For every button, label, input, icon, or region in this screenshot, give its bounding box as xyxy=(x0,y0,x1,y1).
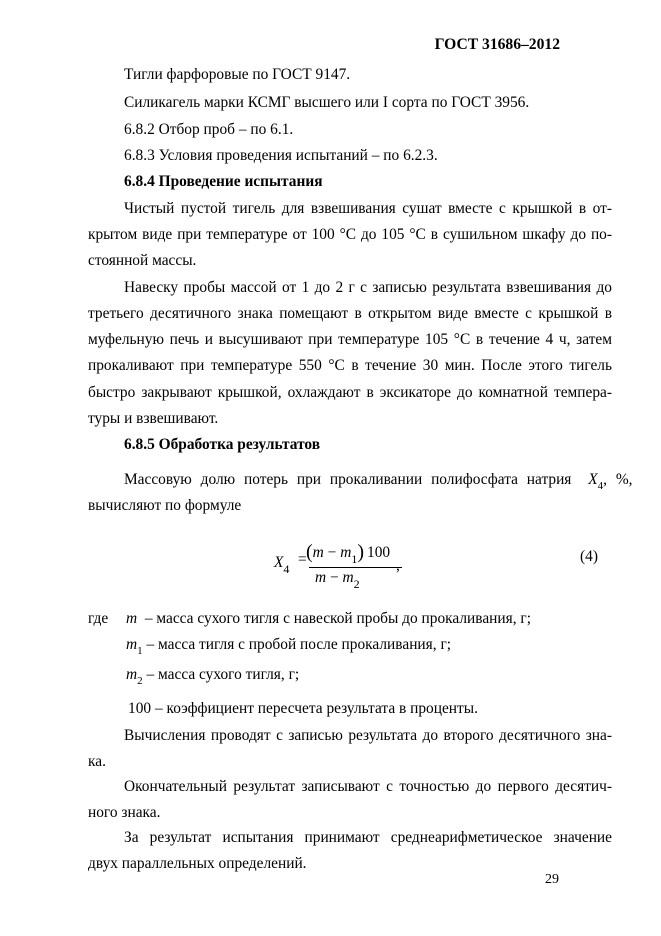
legend-item: 100 – коэффициент пересчета результата в проценты. xyxy=(128,700,478,717)
fraction-bar xyxy=(309,567,402,568)
paragraph-line: муфельную печь и высушивают при температуре 105 °С в течение 4 ч, затем xyxy=(88,331,612,348)
page-number: 29 xyxy=(545,872,559,887)
paragraph-line: прокаливают при температуре 550 °С в течение 30 мин. После этого тигель xyxy=(88,357,612,374)
text-line: Силикагель марки КСМГ высшего или I сорта по ГОСТ 3956. xyxy=(124,94,530,111)
formula-lhs: $X_4$ xyxy=(274,554,290,576)
formula-numerator: $(m - m_1)$ 100 xyxy=(306,541,391,566)
text-line: Тигли фарфоровые по ГОСТ 9147. xyxy=(124,66,351,83)
paragraph-line: ка. xyxy=(88,753,106,770)
intro-text: Массовую долю потерь при прокаливании полифосфата натрия xyxy=(124,471,572,488)
paragraph-line: третьего десятичного знака помещают в открытом виде вместе с крышкой в xyxy=(88,305,612,322)
paragraph-line: вычисляют по формуле xyxy=(88,497,242,514)
paragraph-line: двух параллельных определений. xyxy=(88,855,307,872)
section-heading: 6.8.5 Обработка результатов xyxy=(124,436,321,453)
intro-end: , %, xyxy=(603,471,633,488)
paragraph-line: быстро закрывают крышкой, охлаждают в эксикаторе до комнатной темпера- xyxy=(88,384,612,401)
formula-denominator: $m - m_2$ xyxy=(315,569,360,591)
section-heading: 6.8.4 Проведение испытания xyxy=(124,173,323,190)
paragraph-line: ного знака. xyxy=(88,804,161,821)
paragraph-line: Окончательный результат записывают с точностью до первого десятич- xyxy=(124,778,612,795)
formula-equals: = xyxy=(298,551,307,568)
text-line: 6.8.3 Условия проведения испытаний – по 6.2.3. xyxy=(124,147,438,164)
variable-x4: $X_4$ xyxy=(588,471,604,492)
legend-item: m – масса сухого тигля с навеской пробы до прокаливания, г; xyxy=(126,610,532,627)
paragraph-line: Вычисления проводят с записью результата до второго десятичного зна- xyxy=(124,727,612,744)
paragraph-line: стоянной массы. xyxy=(88,252,197,269)
paragraph-line xyxy=(124,471,633,492)
legend-item: $m_1$ – масса тигля с пробой после прокаливания, г; xyxy=(126,636,452,657)
paragraph-line: Навеску пробы массой от 1 до 2 г с записью результата взвешивания до xyxy=(124,279,612,296)
legend-item: $m_2$ – масса сухого тигля, г; xyxy=(126,666,300,687)
formula-block xyxy=(0,530,661,600)
paragraph-line: туры и взвешивают. xyxy=(88,410,219,427)
text-line: 6.8.2 Отбор проб – по 6.1. xyxy=(124,121,294,138)
formula-comma: , xyxy=(396,557,400,574)
standard-designation: ГОСТ 31686–2012 xyxy=(434,36,560,53)
paragraph-line: крытом виде при температуре от 100 °С до 105 °С в сушильном шкафу до по- xyxy=(88,226,612,243)
formula-number: (4) xyxy=(580,548,598,565)
legend-where: где xyxy=(88,610,109,627)
paragraph-line: За результат испытания принимают среднеарифметическое значение xyxy=(124,829,612,846)
paragraph-line: Чистый пустой тигель для взвешивания сушат вместе с крышкой в от- xyxy=(124,200,612,217)
